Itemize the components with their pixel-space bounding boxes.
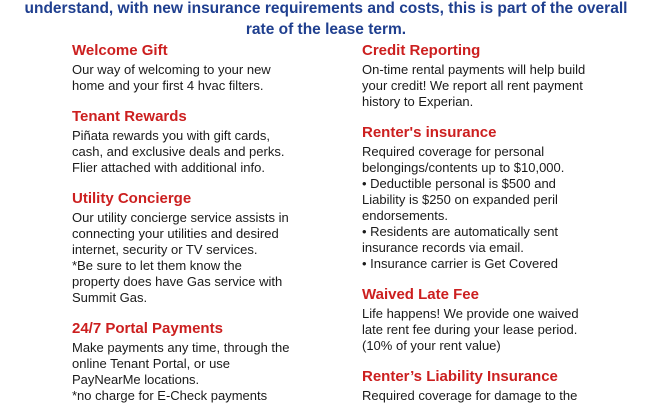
section-waived-late-fee [362,286,622,354]
section-title: Renter's insurance [362,124,497,141]
section-title: Welcome Gift [72,42,168,59]
left-column [72,42,342,418]
section-line: (10% of your rent value) [362,338,501,353]
section-line: insurance records via email. [362,240,524,255]
section-line: Liability is $250 on expanded peril [362,192,558,207]
section-renters-liability-insurance [362,368,622,404]
section-line: history to Experian. [362,94,474,109]
section-tenant-rewards [72,108,342,176]
section-line: • Residents are automatically sent [362,224,559,239]
section-line: connecting your utilities and desired [72,226,279,241]
document-header [0,0,652,40]
section-title: Utility Concierge [72,190,192,207]
section-line: cash, and exclusive deals and perks. [72,144,285,159]
section-line: Required coverage for damage to the [362,388,578,403]
section-title: Credit Reporting [362,42,481,59]
section-title: Renter’s Liability Insurance [362,368,558,385]
section-title: 24/7 Portal Payments [72,320,223,337]
section-credit-reporting [362,42,622,110]
section-line: late rent fee during your lease period. [362,322,578,337]
section-line: endorsements. [362,208,448,223]
section-utility-concierge [72,190,342,306]
header-line-2: rate of the lease term. [245,21,407,38]
section-line: Flier attached with additional info. [72,160,265,175]
section-line: PayNearMe locations. [72,372,200,387]
section-line: Piñata rewards you with gift cards, [72,128,270,143]
right-column [362,42,622,418]
section-line: Make payments any time, through the [72,340,290,355]
section-line: online Tenant Portal, or use [72,356,231,371]
section-line: • Deductible personal is $500 and [362,176,556,191]
section-renters-insurance [362,124,622,272]
section-line: home and your first 4 hvac filters. [72,78,264,93]
section-welcome-gift [72,42,342,94]
section-line: *no charge for E-Check payments [72,388,268,403]
section-line: belongings/contents up to $10,000. [362,160,565,175]
section-line: Our utility concierge service assists in [72,210,289,225]
section-portal-payments [72,320,342,404]
section-line: Life happens! We provide one waived [362,306,579,321]
section-line: *Be sure to let them know the [72,258,242,273]
section-title: Waived Late Fee [362,286,479,303]
section-line: On-time rental payments will help build [362,62,586,77]
section-line: Our way of welcoming to your new [72,62,271,77]
section-line: Summit Gas. [72,290,148,305]
header-line-1: understand, with new insurance requirements and costs, this is part of the overall [24,0,628,17]
section-line: property does have Gas service with [72,274,283,289]
section-line: Required coverage for personal [362,144,545,159]
section-title: Tenant Rewards [72,108,187,125]
section-line: • Insurance carrier is Get Covered [362,256,559,271]
section-line: internet, security or TV services. [72,242,258,257]
section-line: your credit! We report all rent payment [362,78,583,93]
